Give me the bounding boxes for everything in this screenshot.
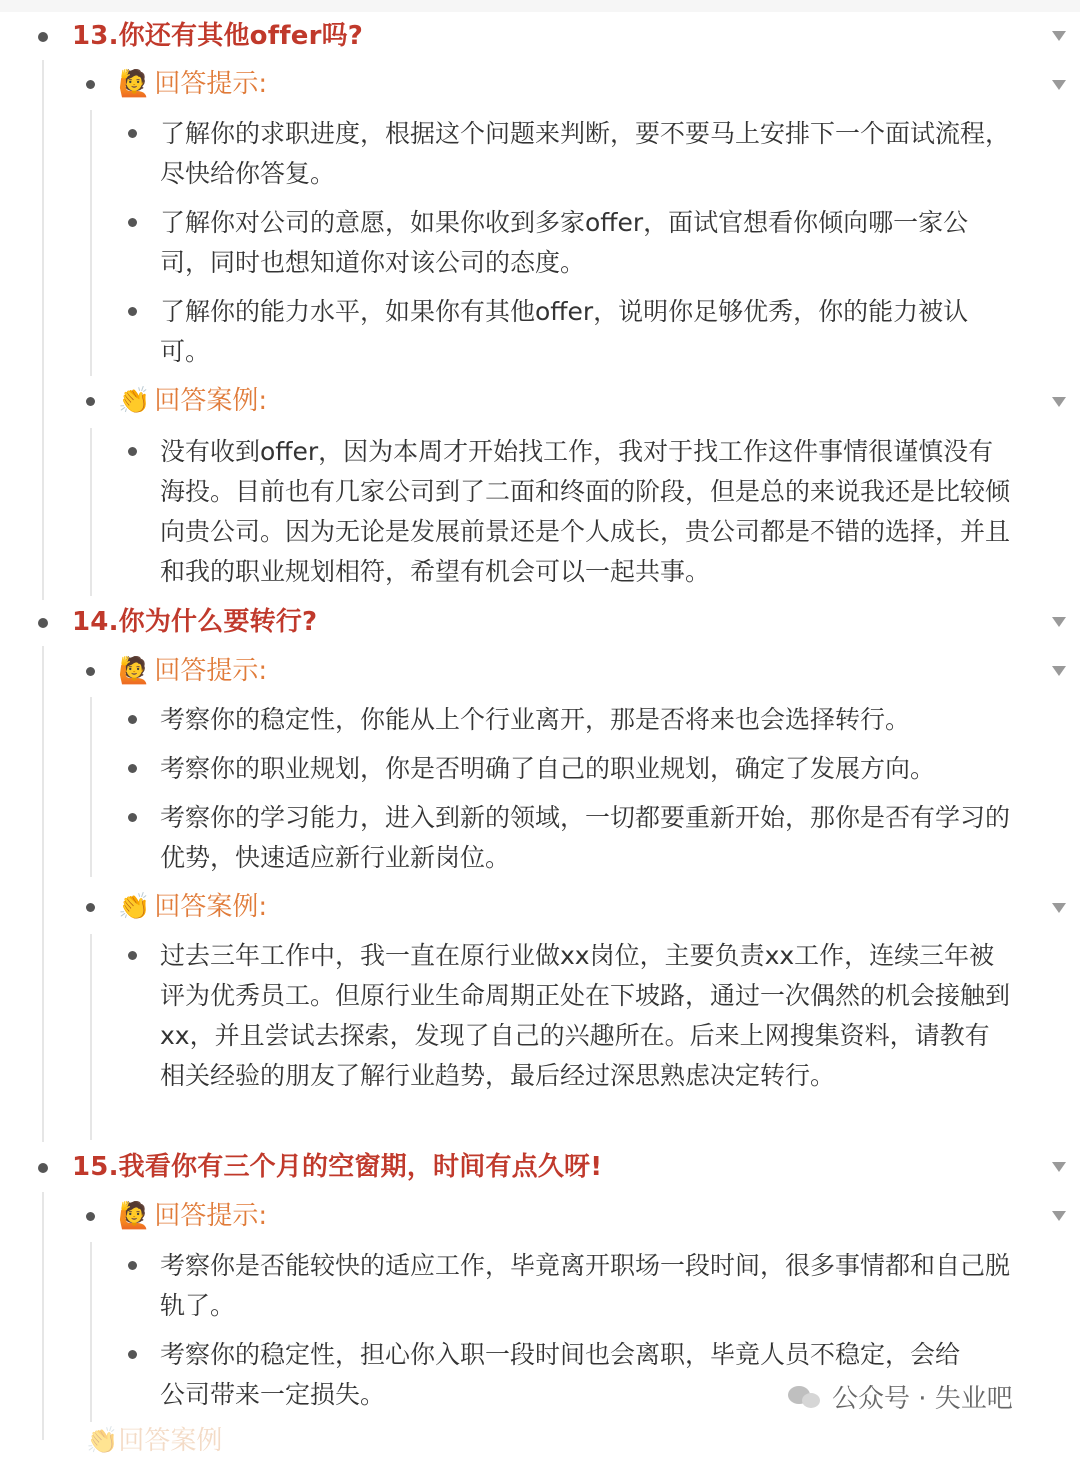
sub-bullet [86, 1212, 95, 1221]
sub-bullet [86, 667, 95, 676]
tree-line [90, 934, 92, 1140]
list-item: 考察你的稳定性，你能从上个行业离开，那是否将来也会选择转行。 [160, 705, 911, 734]
list-bullet [128, 447, 137, 456]
watermark-text: 公众号 · 失业吧 [832, 1384, 1013, 1414]
list-bullet [128, 951, 137, 960]
clapping-hands-icon: 👏 [118, 892, 151, 922]
collapse-chevron-icon[interactable] [1052, 903, 1066, 913]
raising-hand-icon: 🙋 [118, 69, 151, 99]
collapse-chevron-icon[interactable] [1052, 617, 1066, 627]
collapse-chevron-icon[interactable] [1052, 666, 1066, 676]
list-bullet [128, 1350, 137, 1359]
sub-bullet [86, 397, 95, 406]
list-bullet [128, 129, 137, 138]
question-bullet [38, 1163, 48, 1173]
question-title[interactable]: 13.你还有其他offer吗? [72, 21, 364, 51]
raising-hand-icon: 🙋 [118, 656, 151, 686]
list-item: 了解你的求职进度，根据这个问题来判断，要不要马上安排下一个面试流程，尽快给你答复。 [160, 119, 1011, 188]
sub-bullet [86, 903, 95, 912]
tree-line [42, 60, 44, 600]
list-bullet [128, 764, 137, 773]
tree-line [42, 646, 44, 1142]
question-bullet [38, 618, 48, 628]
hint-label[interactable]: 🙋 回答提示: [118, 1201, 268, 1231]
top-divider [0, 0, 1080, 12]
collapse-chevron-icon[interactable] [1052, 80, 1066, 90]
example-label-partial: 👏回答案例 [86, 1426, 223, 1456]
wechat-icon [788, 1384, 822, 1410]
list-item: 了解你的能力水平，如果你有其他offer，说明你足够优秀，你的能力被认可。 [160, 297, 969, 366]
collapse-chevron-icon[interactable] [1052, 1211, 1066, 1221]
collapse-chevron-icon[interactable] [1052, 1162, 1066, 1172]
list-item: 考察你的职业规划，你是否明确了自己的职业规划，确定了发展方向。 [160, 754, 936, 783]
collapse-chevron-icon[interactable] [1052, 397, 1066, 407]
sub-bullet [86, 80, 95, 89]
raising-hand-icon: 🙋 [118, 1201, 151, 1231]
list-item: 考察你的稳定性，担心你入职一段时间也会离职，毕竟人员不稳定，会给公司带来一定损失。 [160, 1340, 961, 1409]
list-item: 没有收到offer，因为本周才开始找工作，我对于找工作这件事情很谨慎没有海投。目前也有几家公司到了二面和终面的阶段，但是总的来说我还是比较倾向贵公司。因为无论是发展前景还是个人成长，贵公司都是不错的选择，并且和我的职业规划相符，希望有机会可以一起共事。 [160, 437, 1011, 586]
tree-line [42, 1192, 44, 1440]
question-title[interactable]: 15.我看你有三个月的空窗期，时间有点久呀! [72, 1152, 603, 1182]
collapse-chevron-icon[interactable] [1052, 31, 1066, 41]
list-bullet [128, 1261, 137, 1270]
list-bullet [128, 307, 137, 316]
list-item: 考察你的学习能力，进入到新的领域，一切都要重新开始，那你是否有学习的优势，快速适应新行业新岗位。 [160, 803, 1011, 872]
list-bullet [128, 813, 137, 822]
tree-line [90, 110, 92, 376]
example-label[interactable]: 👏 回答案例: [118, 386, 268, 416]
tree-line [90, 428, 92, 596]
list-bullet [128, 715, 137, 724]
example-label[interactable]: 👏 回答案例: [118, 892, 268, 922]
question-title[interactable]: 14.你为什么要转行? [72, 607, 318, 637]
list-item: 了解你对公司的意愿，如果你收到多家offer，面试官想看你倾向哪一家公司，同时也想知道你对该公司的态度。 [160, 208, 969, 277]
list-item: 考察你是否能较快的适应工作，毕竟离开职场一段时间，很多事情都和自己脱轨了。 [160, 1251, 1011, 1320]
watermark [788, 1378, 1013, 1415]
list-bullet [128, 218, 137, 227]
tree-line [90, 697, 92, 877]
list-item: 过去三年工作中，我一直在原行业做xx岗位，主要负责xx工作，连续三年被评为优秀员工。但原行业生命周期正处在下坡路，通过一次偶然的机会接触到xx，并且尝试去探索，发现了自己的兴趣所在。后来上网搜集资料，请教有相关经验的朋友了解行业趋势，最后经过深思熟虑决定转行。 [160, 941, 1011, 1090]
hint-label[interactable]: 🙋 回答提示: [118, 656, 268, 686]
question-bullet [38, 32, 48, 42]
hint-label[interactable]: 🙋 回答提示: [118, 69, 268, 99]
clapping-hands-icon: 👏 [118, 386, 151, 416]
tree-line [90, 1242, 92, 1422]
